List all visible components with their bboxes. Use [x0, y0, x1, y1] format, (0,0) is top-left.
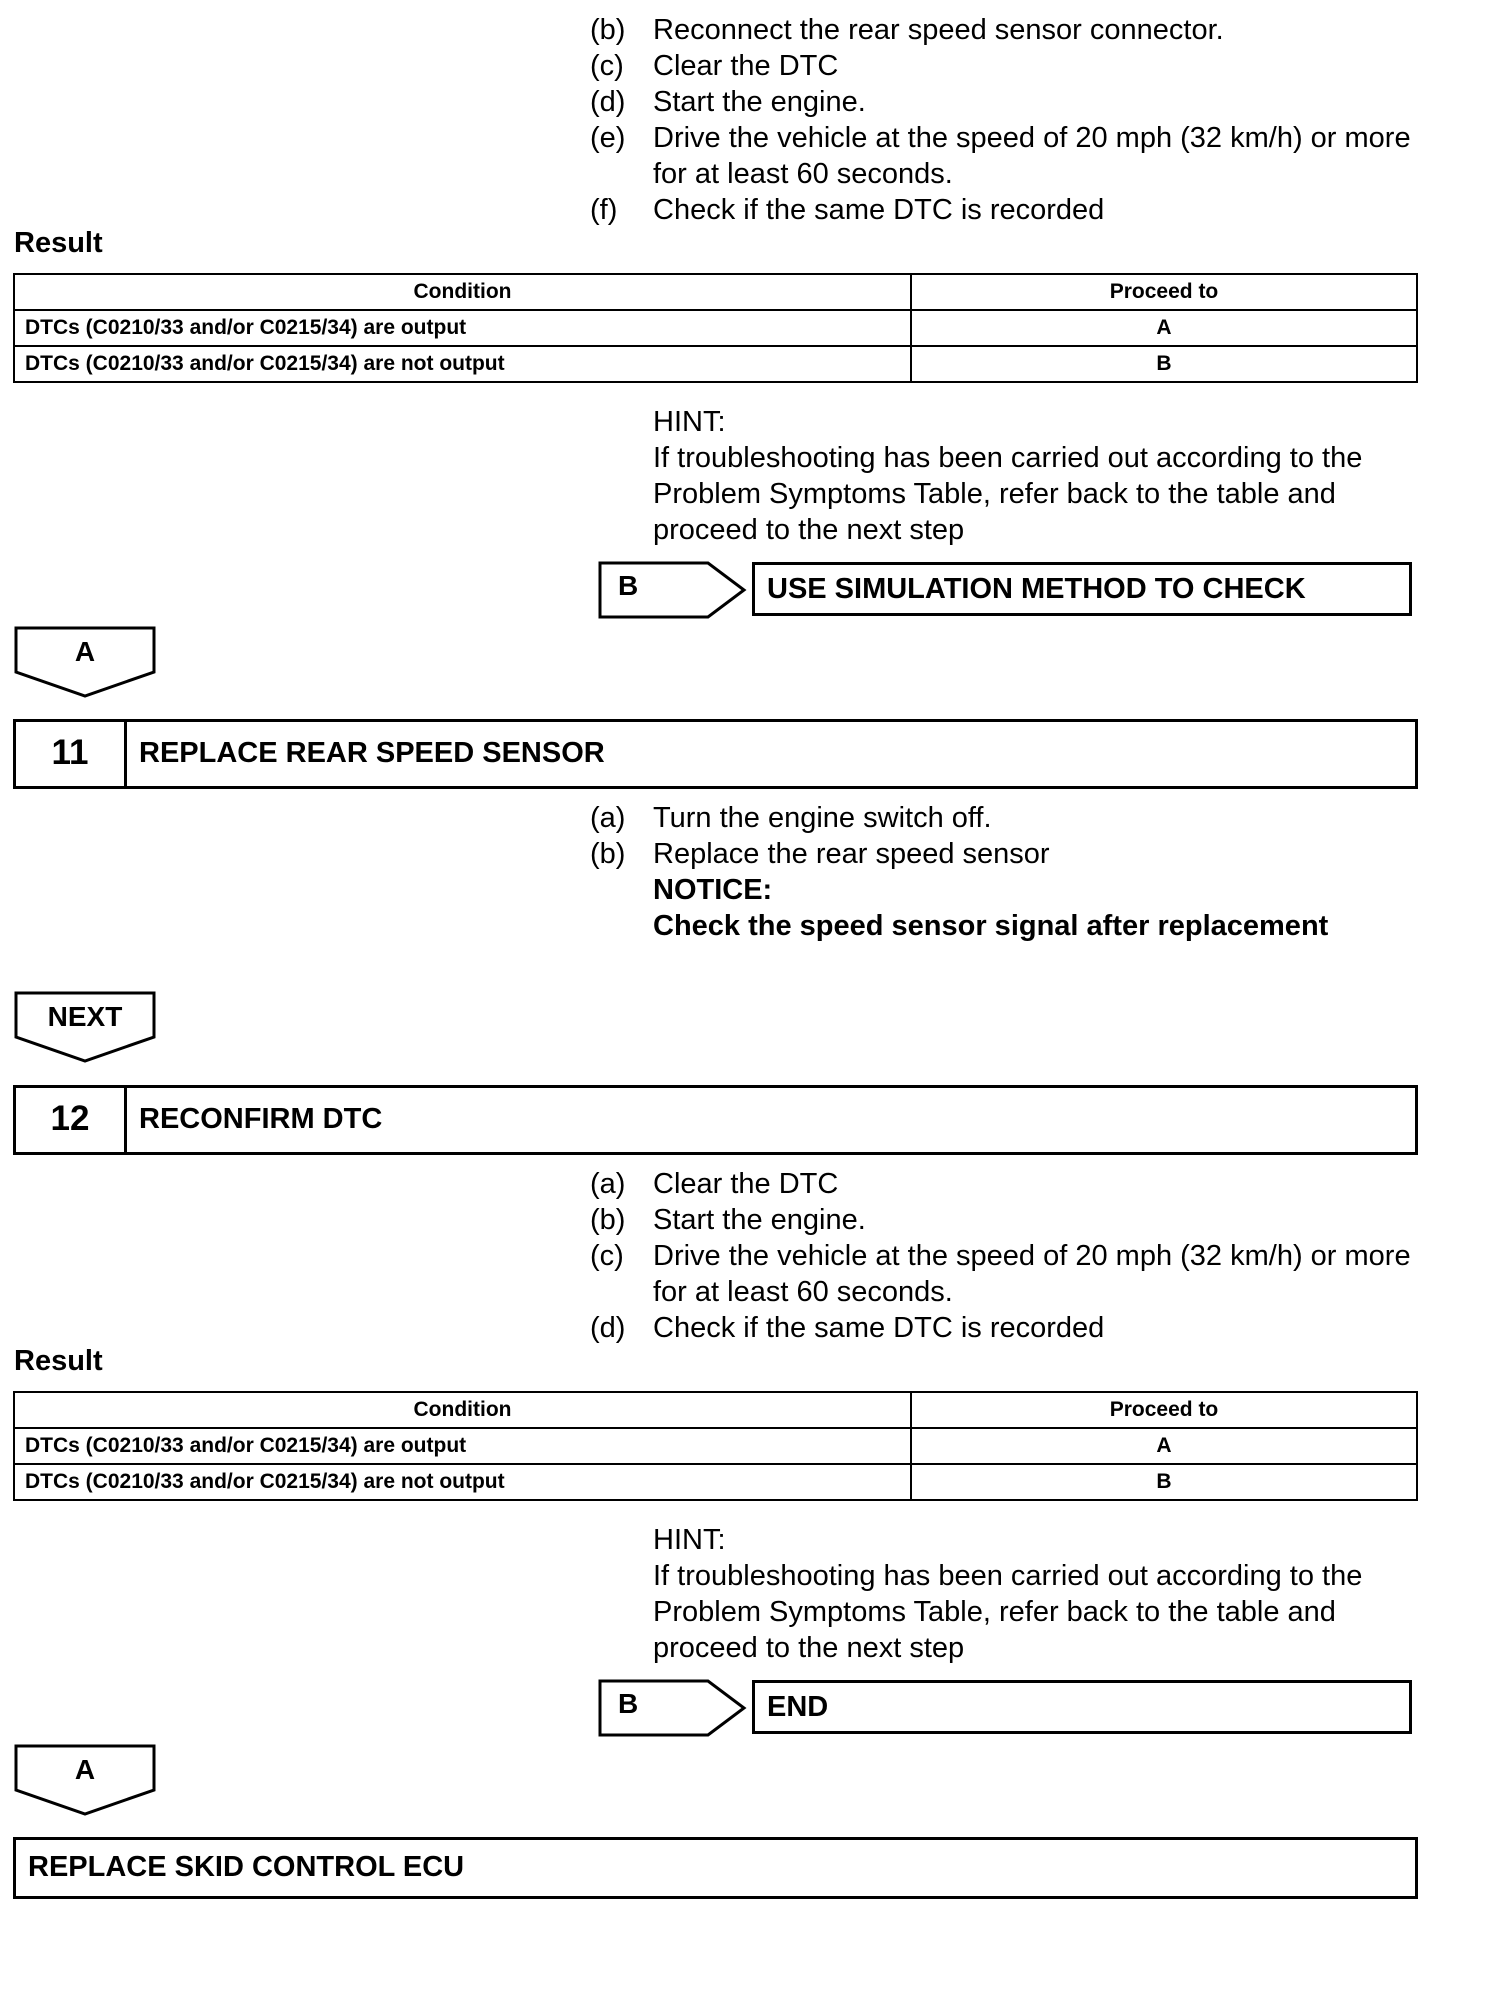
result-label: Result [14, 1345, 103, 1377]
condition-header: Condition [14, 1392, 911, 1428]
condition-cell: DTCs (C0210/33 and/or C0215/34) are not output [14, 346, 911, 382]
result-table [13, 273, 1418, 383]
procedure-step: (a) Clear the DTC [590, 1168, 839, 1200]
notice-title: NOTICE: [653, 874, 773, 906]
result-label: Result [14, 227, 103, 259]
b-branch [598, 1678, 1418, 1738]
b-branch [598, 560, 1418, 620]
a-marker-label: A [74, 1754, 96, 1785]
proceed-cell: B [911, 346, 1417, 382]
step12-procedure-list [590, 1166, 1430, 1346]
condition-cell: DTCs (C0210/33 and/or C0215/34) are output [14, 310, 911, 346]
procedure-step: (c) Clear the DTC [590, 50, 839, 82]
hint-block [653, 404, 1413, 548]
hint-text: If troubleshooting has been carried out according to the Problem Symptoms Table, refer back to the table and proceed to the next step [653, 1560, 1363, 1664]
procedure-step: (e) Drive the vehicle at the speed of 20 mph (32 km/h) or more for at least 60 seconds. [590, 122, 1411, 190]
table-header-row [14, 1392, 1417, 1428]
proceed-cell: B [911, 1464, 1417, 1500]
step-title: REPLACE SKID CONTROL ECU [28, 1851, 465, 1883]
b-branch-target: USE SIMULATION METHOD TO CHECK [752, 562, 1412, 616]
table-row [14, 310, 1417, 346]
final-step-header [13, 1837, 1418, 1899]
result-table [13, 1391, 1418, 1501]
proceed-cell: A [911, 310, 1417, 346]
procedure-step: (d) Check if the same DTC is recorded [590, 1312, 1105, 1344]
proceed-to-header: Proceed to [911, 1392, 1417, 1428]
procedure-step: (d) Start the engine. [590, 86, 866, 118]
condition-header: Condition [14, 274, 911, 310]
hint-text: If troubleshooting has been carried out according to the Problem Symptoms Table, refer back to the table and proceed to the next step [653, 442, 1363, 546]
step-11-header [13, 719, 1418, 789]
step-title: REPLACE REAR SPEED SENSOR [139, 737, 605, 769]
step-number: 12 [16, 1088, 127, 1152]
procedure-step: (f) Check if the same DTC is recorded [590, 194, 1105, 226]
procedure-step: (b) Reconnect the rear speed sensor connector. [590, 14, 1224, 46]
table-row [14, 1428, 1417, 1464]
step-number: 11 [16, 722, 127, 786]
notice-text: Check the speed sensor signal after replacement [653, 910, 1329, 942]
step-title: RECONFIRM DTC [139, 1103, 383, 1135]
procedure-step: (c) Drive the vehicle at the speed of 20 mph (32 km/h) or more for at least 60 seconds. [590, 1240, 1411, 1308]
table-row [14, 1464, 1417, 1500]
procedure-step: (b) Start the engine. [590, 1204, 866, 1236]
next-marker [14, 991, 156, 1063]
a-marker-label: A [74, 636, 96, 667]
b-branch-letter: B [618, 570, 639, 601]
step10-procedure-list [590, 12, 1430, 228]
condition-cell: DTCs (C0210/33 and/or C0215/34) are not output [14, 1464, 911, 1500]
proceed-cell: A [911, 1428, 1417, 1464]
procedure-step: (b) Replace the rear speed sensor [590, 838, 1050, 870]
procedure-step: (a) Turn the engine switch off. [590, 802, 992, 834]
hint-title: HINT: [653, 1524, 726, 1556]
table-row [14, 346, 1417, 382]
a-marker [14, 1744, 156, 1816]
step11-procedure-list [590, 800, 1430, 944]
hint-title: HINT: [653, 406, 726, 438]
a-marker [14, 626, 156, 698]
next-marker-label: NEXT [47, 1001, 123, 1032]
notice-block [590, 872, 1430, 944]
b-branch-target: END [752, 1680, 1412, 1734]
proceed-to-header: Proceed to [911, 274, 1417, 310]
table-header-row [14, 274, 1417, 310]
hint-block [653, 1522, 1413, 1666]
step-12-header [13, 1085, 1418, 1155]
condition-cell: DTCs (C0210/33 and/or C0215/34) are output [14, 1428, 911, 1464]
b-branch-letter: B [618, 1688, 639, 1719]
